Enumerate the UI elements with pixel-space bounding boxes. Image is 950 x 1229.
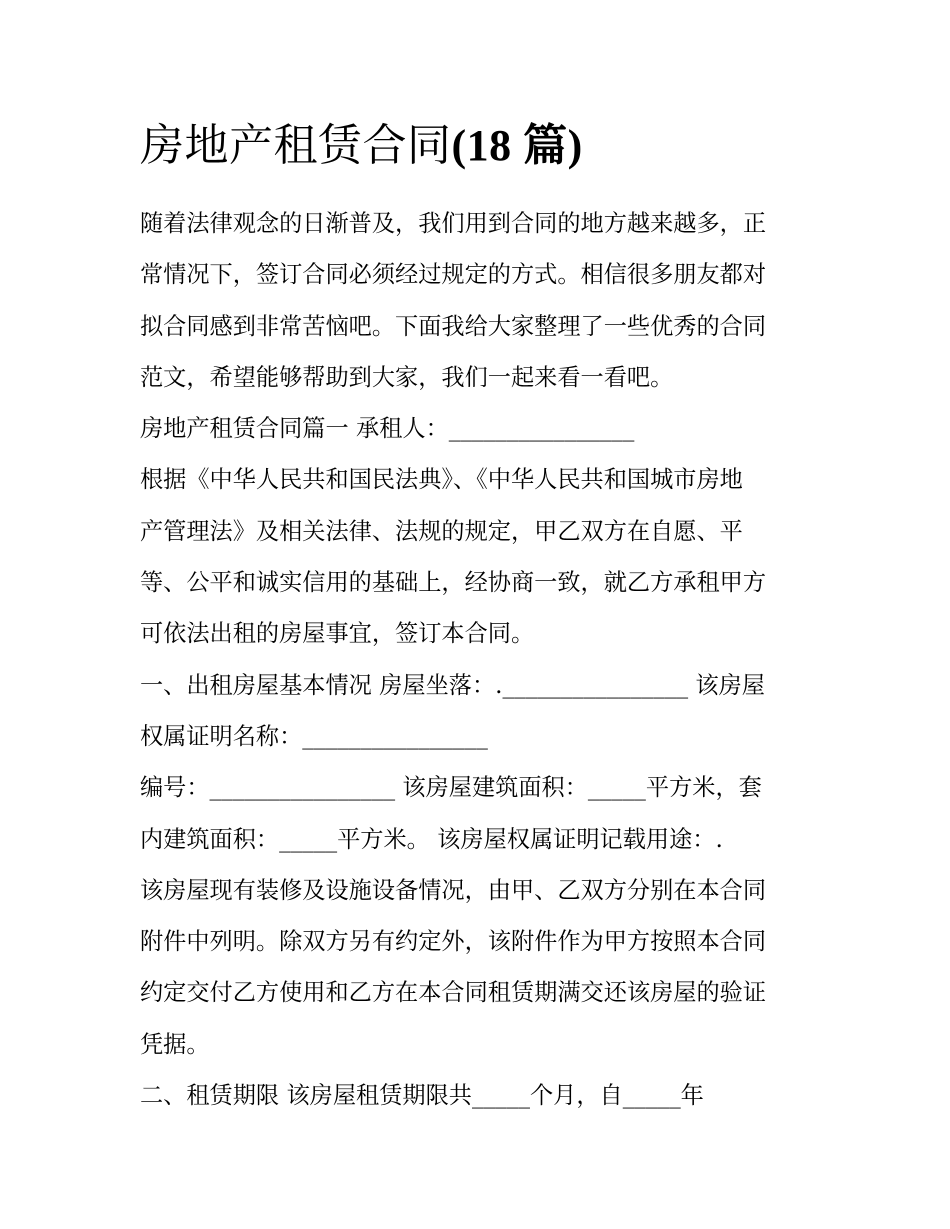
paragraph-line: 范文，希望能够帮助到大家，我们一起来看一看吧。 — [140, 363, 674, 391]
paragraph-line: 拟合同感到非常苦恼吧。下面我给大家整理了一些优秀的合同 — [140, 312, 767, 340]
paragraph-line: 二、租赁期限 该房屋租赁期限共_____个月，自_____年 — [140, 1082, 704, 1110]
paragraph-line: 等、公平和诚实信用的基础上，经协商一致，就乙方承租甲方 — [140, 569, 767, 597]
paragraph-line: 附件中列明。除双方另有约定外，该附件作为甲方按照本合同 — [140, 928, 767, 956]
paragraph-line: 常情况下，签订合同必须经过规定的方式。相信很多朋友都对 — [140, 261, 767, 289]
title-count: (18 篇) — [451, 121, 583, 170]
paragraph-line: 产管理法》及相关法律、法规的规定，甲乙双方在自愿、平 — [140, 517, 743, 545]
title-text: 房地产租赁合同 — [140, 120, 452, 171]
paragraph-line: 编号：________________ 该房屋建筑面积：_____平方米，套 — [140, 774, 762, 802]
paragraph-line: 一、出租房屋基本情况 房屋坐落：.________________ 该房屋 — [140, 671, 765, 699]
paragraph-line: 约定交付乙方使用和乙方在本合同租赁期满交还该房屋的验证 — [140, 979, 767, 1007]
paragraph-line: 随着法律观念的日渐普及，我们用到合同的地方越来越多，正 — [140, 210, 767, 237]
paragraph-line: 凭据。 — [140, 1030, 210, 1058]
paragraph-line: 可依法出租的房屋事宜，签订本合同。 — [140, 620, 535, 648]
document-title — [140, 118, 583, 174]
document-body — [140, 198, 820, 1121]
paragraph-line: 内建筑面积：_____平方米。 该房屋权属证明记载用途：. — [140, 825, 723, 853]
paragraph-line: 该房屋现有装修及设施设备情况，由甲、乙双方分别在本合同 — [140, 876, 767, 904]
paragraph-line: 权属证明名称：________________ — [140, 722, 488, 750]
paragraph-line: 根据《中华人民共和国民法典》、《中华人民共和国城市房地 — [140, 466, 743, 494]
paragraph-line: 房地产租赁合同篇一 承租人：________________ — [140, 415, 635, 443]
